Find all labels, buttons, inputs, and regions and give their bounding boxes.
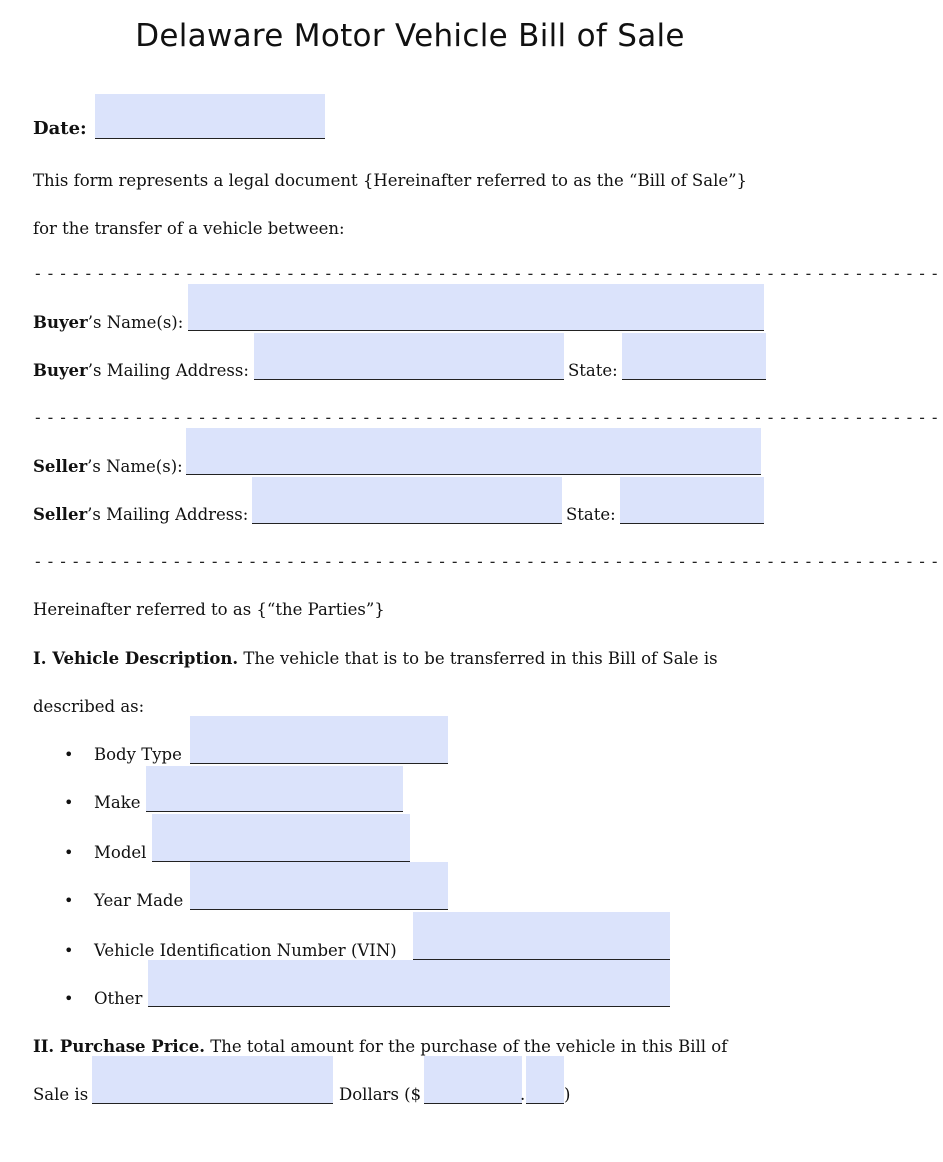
seller-name-field[interactable] bbox=[186, 428, 761, 475]
bullet-icon: • bbox=[64, 989, 74, 1008]
separator-3: ------------------------------------------------------------------------ bbox=[33, 552, 943, 571]
dollars-label: Dollars ($ bbox=[339, 1085, 422, 1104]
price-cents-field[interactable] bbox=[526, 1056, 564, 1104]
separator-1: ------------------------------------------------------------------------ bbox=[33, 264, 943, 283]
buyer-name-field[interactable] bbox=[188, 284, 764, 331]
bullet-icon: • bbox=[64, 745, 74, 764]
seller-state-label: State: bbox=[566, 505, 616, 524]
make-label: Make bbox=[94, 793, 141, 812]
date-label: Date: bbox=[33, 118, 87, 139]
other-field[interactable] bbox=[148, 960, 670, 1007]
body-type-field[interactable] bbox=[190, 716, 448, 764]
decimal-point: . bbox=[520, 1085, 526, 1104]
vehicle-described-as: described as: bbox=[33, 697, 145, 716]
seller-address-label: Seller’s Mailing Address: bbox=[33, 505, 249, 524]
seller-name-label: Seller’s Name(s): bbox=[33, 457, 183, 476]
buyer-state-label: State: bbox=[568, 361, 618, 380]
model-field[interactable] bbox=[152, 814, 410, 862]
bullet-icon: • bbox=[64, 793, 74, 812]
year-made-field[interactable] bbox=[190, 862, 448, 910]
seller-address-field[interactable] bbox=[252, 477, 562, 524]
buyer-address-label: Buyer’s Mailing Address: bbox=[33, 361, 249, 380]
buyer-state-field[interactable] bbox=[622, 333, 766, 380]
sale-is-label: Sale is bbox=[33, 1085, 89, 1104]
other-label: Other bbox=[94, 989, 143, 1008]
separator-2: ------------------------------------------------------------------------ bbox=[33, 408, 943, 427]
buyer-name-label: Buyer’s Name(s): bbox=[33, 313, 184, 332]
intro-line-1: This form represents a legal document {Hereinafter referred to as the “Bill of Sale”} bbox=[33, 171, 748, 190]
price-dollars-field[interactable] bbox=[424, 1056, 522, 1104]
body-type-label: Body Type bbox=[94, 745, 182, 764]
parties-text: Hereinafter referred to as {“the Parties”} bbox=[33, 600, 385, 619]
bullet-icon: • bbox=[64, 891, 74, 910]
bullet-icon: • bbox=[64, 843, 74, 862]
vin-label: Vehicle Identification Number (VIN) bbox=[94, 941, 397, 960]
model-label: Model bbox=[94, 843, 147, 862]
intro-line-2: for the transfer of a vehicle between: bbox=[33, 219, 345, 238]
make-field[interactable] bbox=[146, 766, 403, 812]
year-made-label: Year Made bbox=[94, 891, 184, 910]
close-paren: ) bbox=[564, 1085, 571, 1104]
bullet-icon: • bbox=[64, 941, 74, 960]
buyer-address-field[interactable] bbox=[254, 333, 564, 380]
vehicle-heading: I. Vehicle Description. The vehicle that is to be transferred in this Bill of Sale is bbox=[33, 649, 718, 668]
page-title: Delaware Motor Vehicle Bill of Sale bbox=[135, 18, 685, 54]
date-field[interactable] bbox=[95, 94, 325, 139]
seller-state-field[interactable] bbox=[620, 477, 764, 524]
vin-field[interactable] bbox=[413, 912, 670, 960]
price-words-field[interactable] bbox=[92, 1056, 333, 1104]
price-heading: II. Purchase Price. The total amount for the purchase of the vehicle in this Bill of bbox=[33, 1037, 728, 1056]
